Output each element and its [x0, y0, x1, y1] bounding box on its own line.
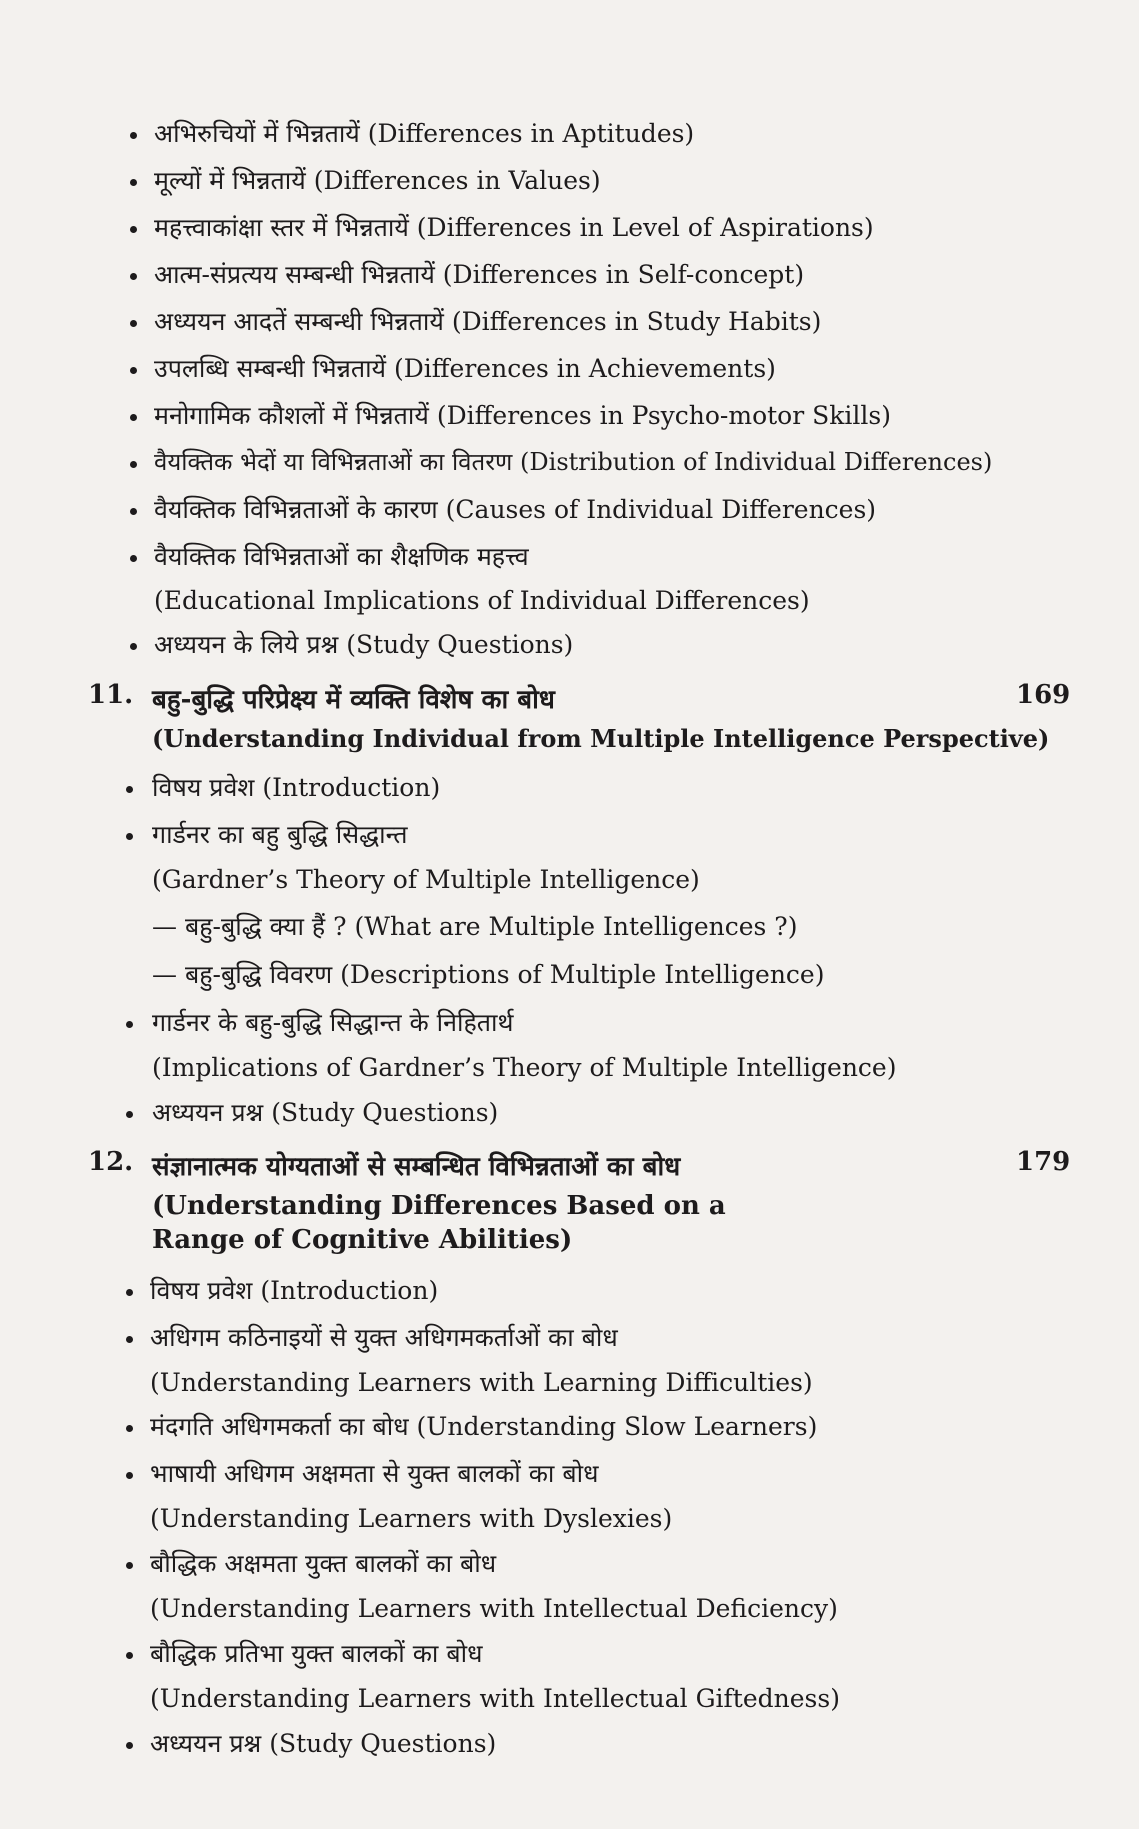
- toc-item-english: (Understanding Slow Learners): [416, 1412, 818, 1441]
- toc-item-hindi: आत्म-संप्रत्यय सम्बन्धी भिन्नतायें: [154, 260, 435, 289]
- toc-item-english: (Differences in Self-concept): [442, 260, 805, 289]
- toc-subitem-hindi: — बहु-बुद्धि विवरण: [152, 960, 333, 989]
- toc-item-english: (Understanding Learners with Intellectual Giftedness): [150, 1684, 840, 1713]
- toc-item: [150, 1730, 496, 1758]
- toc-item-english: (Differences in Values): [313, 166, 601, 195]
- toc-item-english: (Differences in Level of Aspirations): [416, 213, 874, 242]
- bullet: [126, 786, 133, 793]
- toc-item-english: (Differences in Aptitudes): [367, 119, 695, 148]
- bullet: [130, 643, 137, 650]
- toc-item: [154, 355, 776, 383]
- chapter-title-english-line2: Range of Cognitive Abilities): [152, 1225, 573, 1255]
- toc-item-hindi: विषय प्रवेश: [150, 1276, 253, 1305]
- toc-item-hindi: बौद्धिक अक्षमता युक्त बालकों का बोध: [150, 1549, 497, 1578]
- toc-item-hindi: मंदगति अधिगमकर्ता का बोध: [150, 1412, 409, 1441]
- toc-item: [150, 1277, 438, 1305]
- bullet: [130, 179, 137, 186]
- chapter-title-hindi: संज्ञानात्मक योग्यताओं से सम्बन्धित विभिन्नताओं का बोध: [152, 1152, 681, 1182]
- chapter-number: 11.: [88, 680, 134, 710]
- bullet: [130, 461, 137, 468]
- bullet: [130, 320, 137, 327]
- bullet: [126, 1742, 133, 1749]
- bullet: [126, 1472, 133, 1479]
- toc-item-hindi: मूल्यों में भिन्नतायें: [154, 166, 306, 195]
- toc-item-hindi: उपलब्धि सम्बन्धी भिन्नतायें: [154, 354, 387, 383]
- toc-item-hindi: अध्ययन प्रश्न: [152, 1098, 264, 1127]
- toc-item-english: (Differences in Psycho-motor Skills): [436, 401, 891, 430]
- bullet: [126, 1425, 133, 1432]
- toc-subitem-english: (What are Multiple Intelligences ?): [354, 912, 798, 941]
- toc-item-english: (Understanding Learners with Learning Difficulties): [150, 1368, 813, 1397]
- chapter-number: 12.: [88, 1147, 134, 1177]
- toc-item-hindi: अभिरुचियों में भिन्नतायें: [154, 119, 360, 148]
- toc-item-hindi: अध्ययन आदतें सम्बन्धी भिन्नतायें: [154, 307, 444, 336]
- toc-item-english: (Causes of Individual Differences): [445, 495, 877, 524]
- toc-item: [154, 402, 891, 430]
- bullet: [126, 1336, 133, 1343]
- toc-item-hindi: अधिगम कठिनाइयों से युक्त अधिगमकर्ताओं का बोध: [150, 1323, 618, 1352]
- toc-item: [152, 774, 440, 802]
- toc-item-english: (Study Questions): [269, 1729, 497, 1758]
- toc-item-hindi: गार्डनर का बहु बुद्धि सिद्धान्त: [152, 820, 408, 849]
- chapter-page-number: 169: [1016, 680, 1071, 710]
- toc-item-english: (Study Questions): [271, 1098, 499, 1127]
- toc-item: [154, 449, 992, 475]
- toc-item-hindi: गार्डनर के बहु-बुद्धि सिद्धान्त के निहितार्थ: [152, 1008, 514, 1037]
- bullet: [130, 132, 137, 139]
- toc-item-hindi: वैयक्तिक भेदों या विभिन्नताओं का वितरण: [154, 448, 513, 476]
- toc-item: [154, 308, 821, 336]
- toc-item-hindi: बौद्धिक प्रतिभा युक्त बालकों का बोध: [150, 1639, 483, 1668]
- chapter-title-hindi: बहु-बुद्धि परिप्रेक्ष्य में व्यक्ति विशेष का बोध: [152, 685, 555, 715]
- toc-item: [150, 1413, 817, 1441]
- toc-item-english: (Differences in Study Habits): [451, 307, 822, 336]
- toc-item-hindi: वैयक्तिक विभिन्नताओं का शैक्षणिक महत्त्व: [154, 542, 529, 571]
- toc-subitem-english: (Descriptions of Multiple Intelligence): [340, 960, 825, 989]
- toc-subitem-hindi: — बहु-बुद्धि क्या हैं ?: [152, 912, 347, 941]
- bullet: [126, 1652, 133, 1659]
- toc-item-english: (Implications of Gardner’s Theory of Multiple Intelligence): [152, 1053, 897, 1082]
- toc-item: [154, 214, 874, 242]
- bullet: [130, 226, 137, 233]
- bullet: [130, 508, 137, 515]
- bullet: [126, 1111, 133, 1118]
- toc-item-hindi: अध्ययन के लिये प्रश्न: [154, 630, 339, 659]
- toc-item-hindi: विषय प्रवेश: [152, 773, 255, 802]
- chapter-title-english-line1: (Understanding Differences Based on a: [152, 1191, 726, 1221]
- toc-item-english: (Introduction): [260, 1276, 439, 1305]
- toc-item: [154, 631, 573, 659]
- toc-item-english: (Study Questions): [346, 630, 574, 659]
- toc-item-english: (Understanding Learners with Dyslexies): [150, 1504, 673, 1533]
- bullet: [126, 1021, 133, 1028]
- chapter-page-number: 179: [1016, 1147, 1071, 1177]
- toc-item: [154, 261, 804, 289]
- toc-item-hindi: मनोगामिक कौशलों में भिन्नतायें: [154, 401, 429, 430]
- bullet: [126, 1289, 133, 1296]
- toc-item-english: (Educational Implications of Individual Differences): [154, 586, 810, 615]
- toc-item-english: (Introduction): [262, 773, 441, 802]
- bullet: [126, 833, 133, 840]
- toc-item: [154, 120, 694, 148]
- toc-item-hindi: अध्ययन प्रश्न: [150, 1729, 262, 1758]
- toc-item-english: (Gardner’s Theory of Multiple Intelligence): [152, 865, 700, 894]
- toc-subitem: [152, 961, 824, 989]
- bullet: [130, 273, 137, 280]
- toc-item-english: (Understanding Learners with Intellectual Deficiency): [150, 1594, 838, 1623]
- bullet: [130, 555, 137, 562]
- toc-item-english: (Differences in Achievements): [394, 354, 776, 383]
- toc-item-hindi: वैयक्तिक विभिन्नताओं के कारण: [154, 495, 438, 524]
- bullet: [126, 1562, 133, 1569]
- bullet: [130, 414, 137, 421]
- toc-item-hindi: महत्त्वाकांक्षा स्तर में भिन्नतायें: [154, 213, 409, 242]
- toc-item: [152, 1099, 498, 1127]
- toc-item: [154, 496, 876, 524]
- toc-item: [154, 167, 601, 195]
- toc-item-hindi: भाषायी अधिगम अक्षमता से युक्त बालकों का बोध: [150, 1459, 599, 1488]
- chapter-title-english: (Understanding Individual from Multiple Intelligence Perspective): [152, 724, 1050, 753]
- toc-item-english: (Distribution of Individual Differences): [520, 448, 993, 476]
- toc-subitem: [152, 913, 797, 941]
- bullet: [130, 367, 137, 374]
